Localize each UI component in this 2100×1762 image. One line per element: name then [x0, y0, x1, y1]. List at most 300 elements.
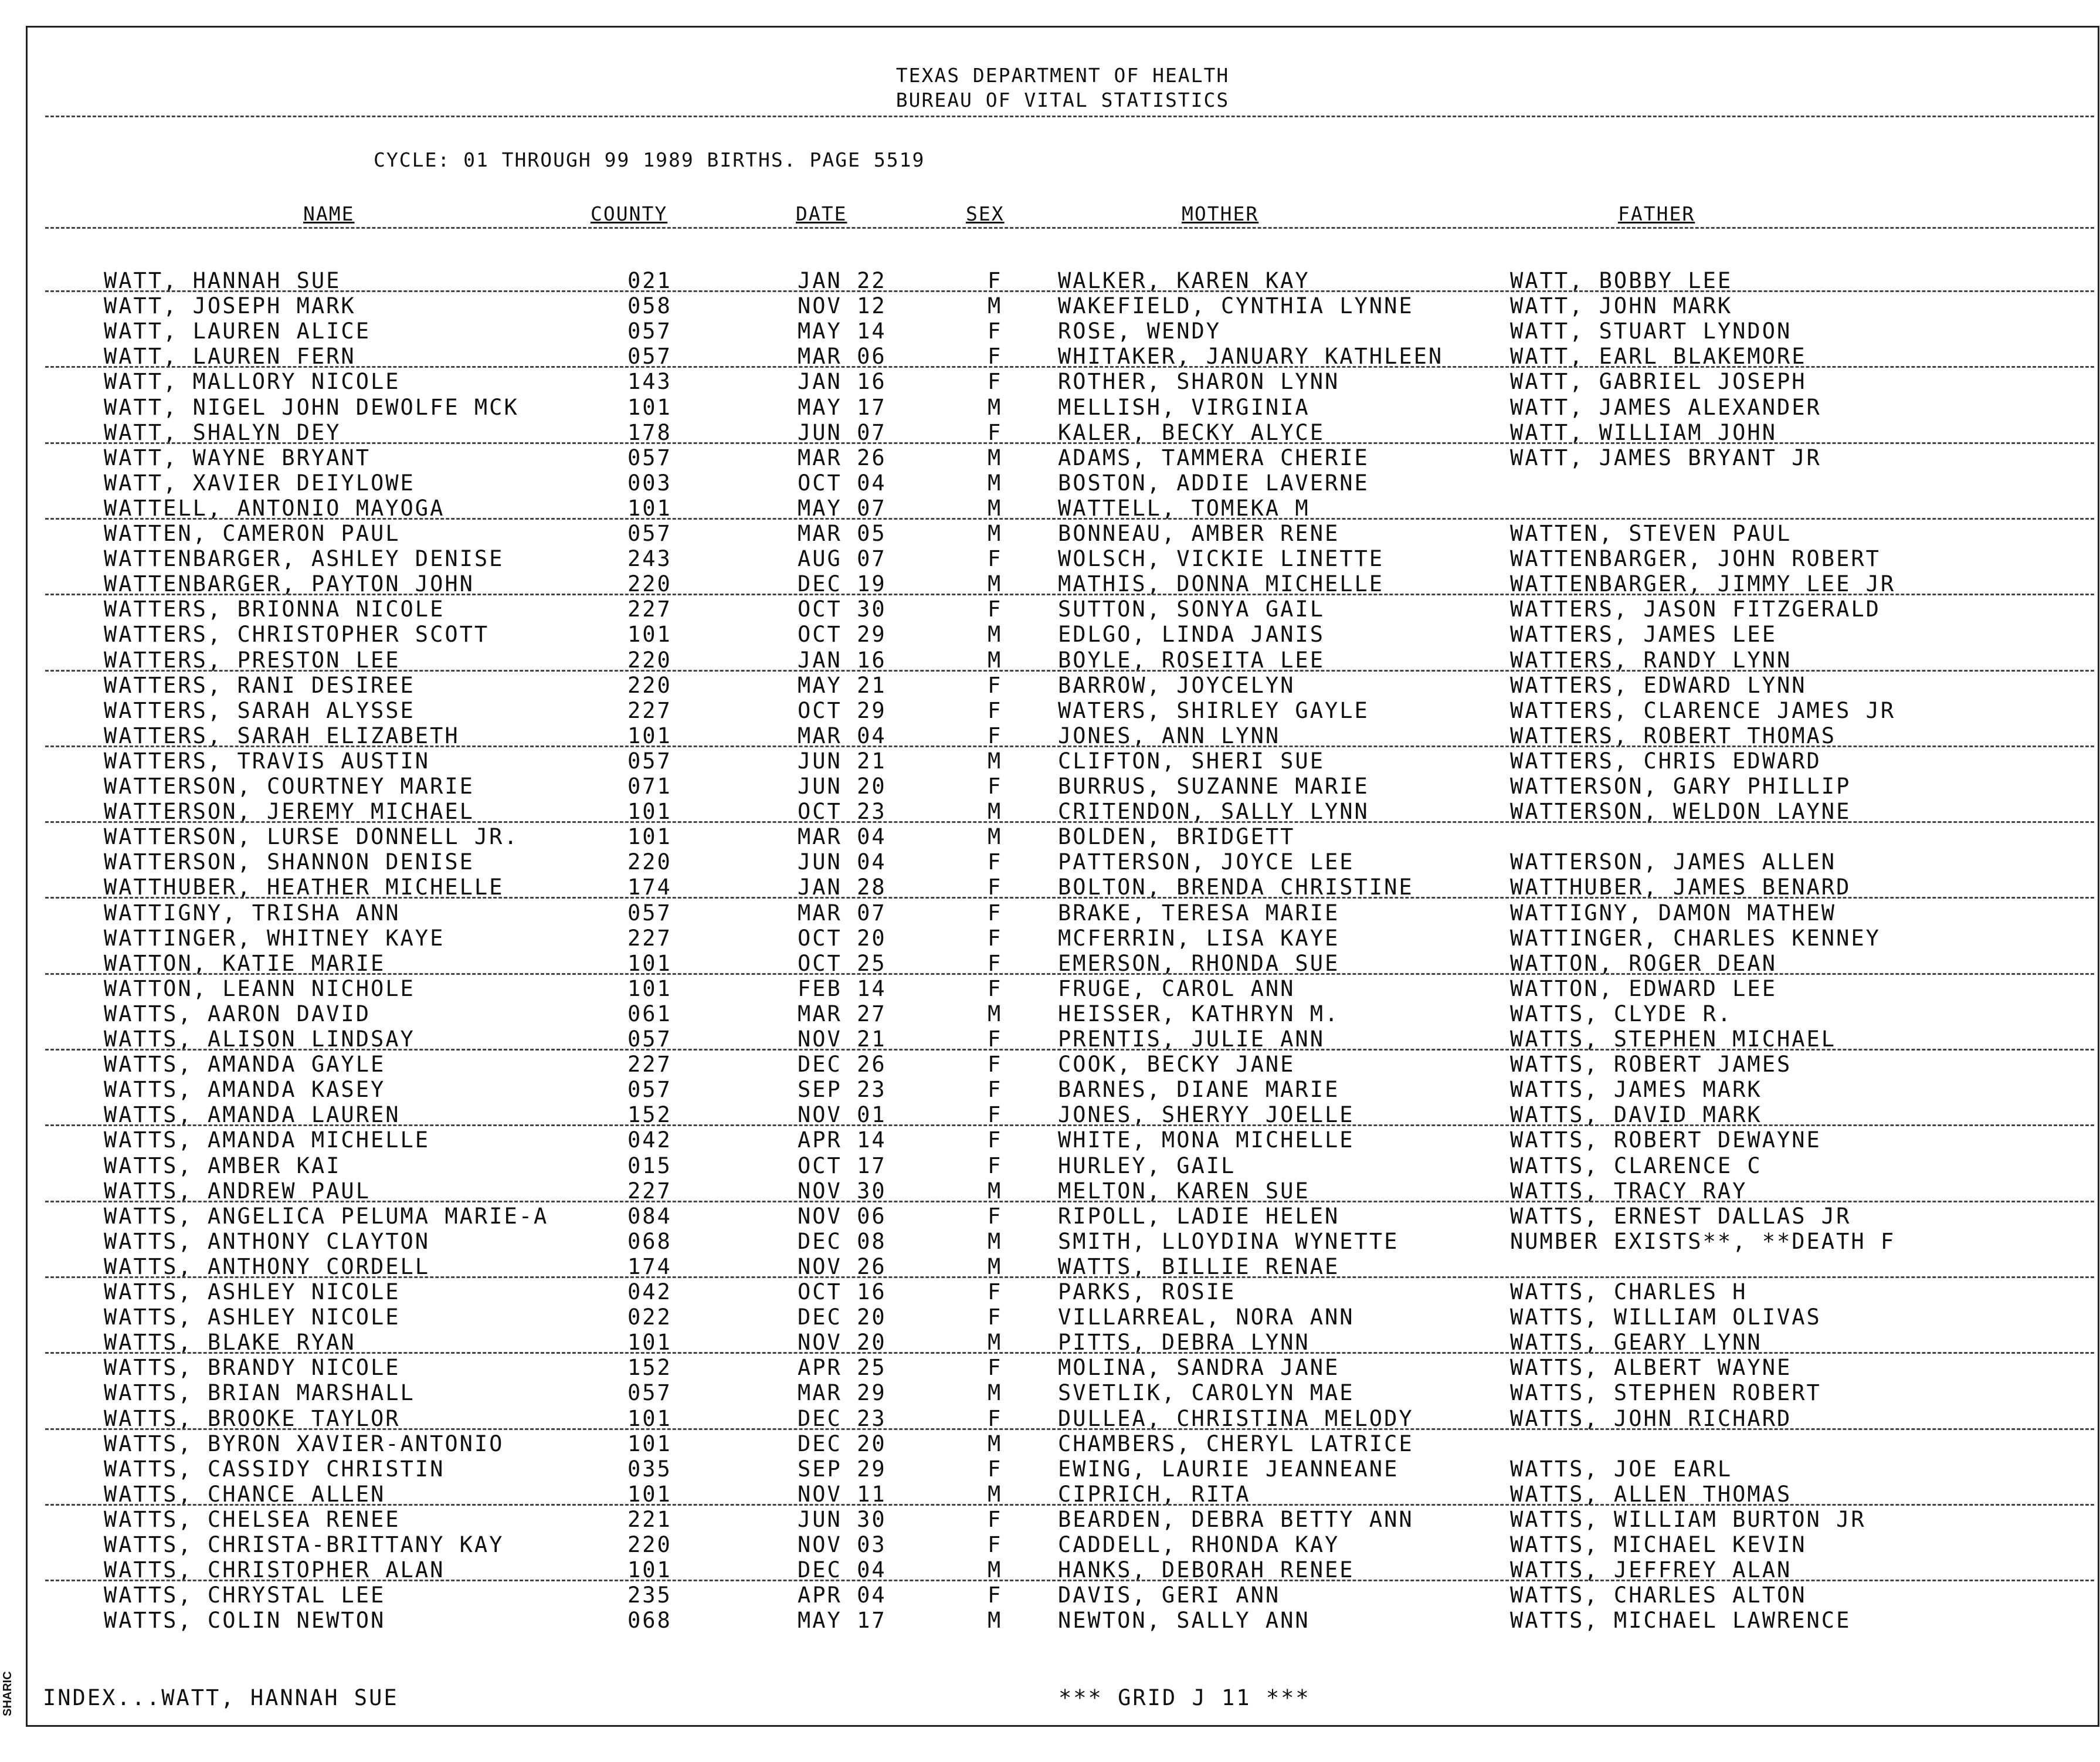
- record-mother: WATTS, BILLIE RENAE: [1058, 1253, 1340, 1279]
- record-sex: M: [988, 1330, 1003, 1356]
- record-sex: F: [988, 597, 1003, 622]
- record-date: MAR 29: [798, 1380, 887, 1406]
- record-name: WATT, SHALYN DEY: [104, 419, 341, 445]
- record-mother: CIPRICH, RITA: [1058, 1481, 1251, 1507]
- record-row: [28, 622, 2098, 647]
- record-mother: WATERS, SHIRLEY GAYLE: [1058, 697, 1369, 723]
- record-county: 042: [627, 1279, 672, 1304]
- record-county: 101: [627, 394, 672, 420]
- record-mother: PATTERSON, JOYCE LEE: [1058, 849, 1355, 875]
- record-mother: BOSTON, ADDIE LAVERNE: [1058, 470, 1369, 496]
- record-name: WATTS, AMANDA MICHELLE: [104, 1127, 430, 1153]
- record-date: APR 14: [798, 1127, 887, 1153]
- record-date: NOV 01: [798, 1102, 887, 1128]
- record-name: WATTENBARGER, ASHLEY DENISE: [104, 546, 504, 572]
- record-father: WATTS, ERNEST DALLAS JR: [1510, 1203, 1851, 1229]
- record-sex: F: [988, 925, 1003, 951]
- record-father: WATTERS, JAMES LEE: [1510, 622, 1777, 648]
- record-sex: F: [988, 1405, 1003, 1431]
- record-county: 227: [627, 1052, 672, 1077]
- record-row: [28, 395, 2098, 420]
- record-father: WATTS, MICHAEL LAWRENCE: [1510, 1608, 1851, 1634]
- record-sex: F: [988, 419, 1003, 445]
- record-row: [28, 293, 2098, 318]
- record-name: WATTON, LEANN NICHOLE: [104, 975, 415, 1001]
- record-county: 101: [627, 1557, 672, 1583]
- record-row: [28, 951, 2098, 976]
- record-county: 227: [627, 597, 672, 622]
- record-father: WATTERS, EDWARD LYNN: [1510, 672, 1807, 698]
- record-name: WATTS, CHELSEA RENEE: [104, 1506, 401, 1532]
- record-father: WATTS, CHARLES ALTON: [1510, 1583, 1807, 1608]
- record-row: [28, 521, 2098, 546]
- record-mother: WALKER, KAREN KAY: [1058, 268, 1310, 293]
- record-father: WATTS, ROBERT DEWAYNE: [1510, 1127, 1821, 1153]
- record-name: WATT, NIGEL JOHN DEWOLFE MCK: [104, 394, 519, 420]
- record-county: 174: [627, 1253, 672, 1279]
- record-row: [28, 1380, 2098, 1405]
- record-name: WATTS, COLIN NEWTON: [104, 1608, 386, 1634]
- record-date: NOV 12: [798, 293, 887, 319]
- record-sex: F: [988, 1456, 1003, 1482]
- record-father: WATTEN, STEVEN PAUL: [1510, 521, 1792, 546]
- record-name: WATTS, AARON DAVID: [104, 1001, 371, 1026]
- record-father: WATTS, CLARENCE C: [1510, 1153, 1762, 1178]
- record-county: 101: [627, 622, 672, 648]
- record-name: WATTERS, SARAH ELIZABETH: [104, 723, 460, 748]
- record-county: 152: [627, 1102, 672, 1128]
- record-date: OCT 16: [798, 1279, 887, 1304]
- record-row: [28, 1026, 2098, 1052]
- record-mother: WOLSCH, VICKIE LINETTE: [1058, 546, 1385, 572]
- record-date: JAN 16: [798, 647, 887, 673]
- record-sex: M: [988, 1481, 1003, 1507]
- record-mother: MOLINA, SANDRA JANE: [1058, 1355, 1340, 1381]
- record-father: WATTS, TRACY RAY: [1510, 1178, 1748, 1204]
- record-mother: JONES, ANN LYNN: [1058, 723, 1281, 748]
- record-date: JAN 22: [798, 268, 887, 293]
- column-header-father: FATHER: [1618, 202, 1695, 225]
- grid-footer: *** GRID J 11 ***: [1059, 1685, 1311, 1710]
- record-father: WATT, STUART LYNDON: [1510, 318, 1792, 344]
- record-sex: F: [988, 1153, 1003, 1178]
- record-county: 101: [627, 799, 672, 825]
- record-date: DEC 20: [798, 1431, 887, 1456]
- record-sex: F: [988, 723, 1003, 748]
- record-name: WATT, HANNAH SUE: [104, 268, 341, 293]
- record-mother: HURLEY, GAIL: [1058, 1153, 1236, 1178]
- record-county: 227: [627, 697, 672, 723]
- record-mother: MELTON, KAREN SUE: [1058, 1178, 1310, 1204]
- record-mother: ROSE, WENDY: [1058, 318, 1222, 344]
- record-row: [28, 546, 2098, 571]
- record-name: WATTON, KATIE MARIE: [104, 950, 386, 976]
- record-date: OCT 29: [798, 697, 887, 723]
- record-father: WATTS, STEPHEN MICHAEL: [1510, 1026, 1837, 1052]
- record-father: NUMBER EXISTS**, **DEATH F: [1510, 1228, 1896, 1254]
- record-date: NOV 30: [798, 1178, 887, 1204]
- record-row: [28, 344, 2098, 369]
- record-name: WATTS, CASSIDY CHRISTIN: [104, 1456, 445, 1482]
- record-row: [28, 1229, 2098, 1254]
- record-county: 071: [627, 774, 672, 799]
- record-date: AUG 07: [798, 546, 887, 572]
- record-name: WATTS, ANTHONY CORDELL: [104, 1253, 430, 1279]
- record-sex: M: [988, 445, 1003, 470]
- record-row: [28, 496, 2098, 521]
- record-county: 035: [627, 1456, 672, 1482]
- record-date: SEP 23: [798, 1077, 887, 1103]
- record-county: 220: [627, 647, 672, 673]
- record-mother: WAKEFIELD, CYNTHIA LYNNE: [1058, 293, 1414, 319]
- record-county: 178: [627, 419, 672, 445]
- column-header-date: DATE: [796, 202, 847, 225]
- record-mother: HANKS, DEBORAH RENEE: [1058, 1557, 1355, 1583]
- department-title: TEXAS DEPARTMENT OF HEALTH: [895, 64, 1230, 87]
- record-row: [28, 849, 2098, 875]
- record-sex: M: [988, 1178, 1003, 1204]
- record-mother: EMERSON, RHONDA SUE: [1058, 950, 1340, 976]
- record-sex: M: [988, 1001, 1003, 1026]
- record-sex: M: [988, 1228, 1003, 1254]
- record-name: WATTS, ANTHONY CLAYTON: [104, 1228, 430, 1254]
- record-county: 101: [627, 495, 672, 521]
- record-mother: CADDELL, RHONDA KAY: [1058, 1532, 1340, 1557]
- record-name: WATTS, ASHLEY NICOLE: [104, 1279, 401, 1304]
- record-father: WATTERS, RANDY LYNN: [1510, 647, 1792, 673]
- record-father: WATTERS, CHRIS EDWARD: [1510, 748, 1821, 774]
- record-row: [28, 748, 2098, 774]
- record-mother: NEWTON, SALLY ANN: [1058, 1608, 1310, 1634]
- record-father: WATT, JOHN MARK: [1510, 293, 1733, 319]
- record-father: WATTS, JOHN RICHARD: [1510, 1405, 1792, 1431]
- record-sex: F: [988, 1102, 1003, 1128]
- record-sex: F: [988, 950, 1003, 976]
- record-date: DEC 23: [798, 1405, 887, 1431]
- record-date: JAN 16: [798, 369, 887, 395]
- record-sex: M: [988, 824, 1003, 850]
- record-father: WATT, GABRIEL JOSEPH: [1510, 369, 1807, 395]
- record-father: WATT, BOBBY LEE: [1510, 268, 1733, 293]
- record-sex: F: [988, 1583, 1003, 1608]
- record-mother: BONNEAU, AMBER RENE: [1058, 521, 1340, 546]
- record-sex: M: [988, 647, 1003, 673]
- record-county: 057: [627, 1077, 672, 1103]
- record-father: WATTS, ALLEN THOMAS: [1510, 1481, 1792, 1507]
- record-mother: BEARDEN, DEBRA BETTY ANN: [1058, 1506, 1414, 1532]
- record-name: WATT, MALLORY NICOLE: [104, 369, 401, 395]
- record-mother: MCFERRIN, LISA KAYE: [1058, 925, 1340, 951]
- record-sex: F: [988, 1127, 1003, 1153]
- record-county: 227: [627, 1178, 672, 1204]
- record-father: WATTERSON, GARY PHILLIP: [1510, 774, 1851, 799]
- record-county: 057: [627, 748, 672, 774]
- record-date: MAY 17: [798, 394, 887, 420]
- record-mother: PARKS, ROSIE: [1058, 1279, 1236, 1304]
- record-father: WATTS, CLYDE R.: [1510, 1001, 1733, 1026]
- record-name: WATT, LAUREN FERN: [104, 344, 356, 370]
- cycle-line: CYCLE: 01 THROUGH 99 1989 BIRTHS. PAGE 5519: [374, 148, 925, 171]
- record-county: 021: [627, 268, 672, 293]
- record-mother: CLIFTON, SHERI SUE: [1058, 748, 1325, 774]
- record-father: WATTS, WILLIAM OLIVAS: [1510, 1304, 1821, 1330]
- record-sex: F: [988, 268, 1003, 293]
- record-date: APR 25: [798, 1355, 887, 1381]
- record-name: WATTS, CHRISTOPHER ALAN: [104, 1557, 445, 1583]
- record-row: [28, 571, 2098, 597]
- column-header-sex: SEX: [966, 202, 1005, 225]
- record-county: 003: [627, 470, 672, 496]
- record-name: WATTS, ALISON LINDSAY: [104, 1026, 415, 1052]
- record-row: [28, 1583, 2098, 1608]
- record-county: 101: [627, 1405, 672, 1431]
- record-row: [28, 1001, 2098, 1026]
- record-name: WATTERSON, LURSE DONNELL JR.: [104, 824, 519, 850]
- record-county: 174: [627, 875, 672, 900]
- record-row: [28, 369, 2098, 394]
- record-name: WATTS, BRIAN MARSHALL: [104, 1380, 415, 1406]
- record-date: DEC 20: [798, 1304, 887, 1330]
- record-row: [28, 1482, 2098, 1507]
- record-county: 221: [627, 1506, 672, 1532]
- record-date: JUN 04: [798, 849, 887, 875]
- record-sex: F: [988, 318, 1003, 344]
- record-sex: F: [988, 1355, 1003, 1381]
- record-county: 101: [627, 723, 672, 748]
- record-county: 101: [627, 1431, 672, 1456]
- record-date: NOV 26: [798, 1253, 887, 1279]
- record-father: WATTS, JAMES MARK: [1510, 1077, 1762, 1103]
- index-footer: INDEX...WATT, HANNAH SUE: [43, 1685, 399, 1710]
- record-date: DEC 19: [798, 571, 887, 597]
- record-mother: VILLARREAL, NORA ANN: [1058, 1304, 1355, 1330]
- record-father: WATT, JAMES ALEXANDER: [1510, 394, 1821, 420]
- record-sex: M: [988, 622, 1003, 648]
- record-date: MAY 17: [798, 1608, 887, 1634]
- record-name: WATTS, ANGELICA PELUMA MARIE-A: [104, 1203, 549, 1229]
- record-mother: RIPOLL, LADIE HELEN: [1058, 1203, 1340, 1229]
- record-county: 057: [627, 344, 672, 370]
- record-sex: F: [988, 875, 1003, 900]
- record-row: [28, 774, 2098, 799]
- record-date: OCT 30: [798, 597, 887, 622]
- column-header-name: NAME: [303, 202, 355, 225]
- record-name: WATT, XAVIER DEIYLOWE: [104, 470, 415, 496]
- record-name: WATTIGNY, TRISHA ANN: [104, 900, 401, 926]
- record-row: [28, 445, 2098, 470]
- record-name: WATT, WAYNE BRYANT: [104, 445, 371, 470]
- record-name: WATTENBARGER, PAYTON JOHN: [104, 571, 474, 597]
- record-county: 235: [627, 1583, 672, 1608]
- record-sex: F: [988, 1203, 1003, 1229]
- record-date: APR 04: [798, 1583, 887, 1608]
- record-date: NOV 06: [798, 1203, 887, 1229]
- record-date: MAR 07: [798, 900, 887, 926]
- record-mother: HEISSER, KATHRYN M.: [1058, 1001, 1340, 1026]
- record-mother: BURRUS, SUZANNE MARIE: [1058, 774, 1369, 799]
- record-row: [28, 698, 2098, 723]
- record-date: OCT 04: [798, 470, 887, 496]
- record-mother: FRUGE, CAROL ANN: [1058, 975, 1295, 1001]
- record-row: [28, 648, 2098, 673]
- record-sex: M: [988, 1431, 1003, 1456]
- record-mother: ROTHER, SHARON LYNN: [1058, 369, 1340, 395]
- record-date: MAR 04: [798, 824, 887, 850]
- record-date: JUN 21: [798, 748, 887, 774]
- record-date: DEC 26: [798, 1052, 887, 1077]
- record-date: NOV 11: [798, 1481, 887, 1507]
- record-date: MAR 27: [798, 1001, 887, 1026]
- record-father: WATTERS, JASON FITZGERALD: [1510, 597, 1881, 622]
- record-father: WATTERSON, JAMES ALLEN: [1510, 849, 1837, 875]
- record-county: 057: [627, 521, 672, 546]
- record-sex: F: [988, 1052, 1003, 1077]
- record-father: WATTIGNY, DAMON MATHEW: [1510, 900, 1837, 926]
- record-county: 057: [627, 900, 672, 926]
- record-father: WATTON, EDWARD LEE: [1510, 975, 1777, 1001]
- record-sex: F: [988, 1026, 1003, 1052]
- record-row: [28, 1532, 2098, 1557]
- record-mother: BOLTON, BRENDA CHRISTINE: [1058, 875, 1414, 900]
- record-mother: BARNES, DIANE MARIE: [1058, 1077, 1340, 1103]
- record-county: 101: [627, 975, 672, 1001]
- record-name: WATTS, BYRON XAVIER-ANTONIO: [104, 1431, 504, 1456]
- record-name: WATTS, AMANDA KASEY: [104, 1077, 386, 1103]
- record-father: WATTERS, CLARENCE JAMES JR: [1510, 697, 1896, 723]
- record-row: [28, 1330, 2098, 1355]
- record-name: WATTS, BROOKE TAYLOR: [104, 1405, 401, 1431]
- record-mother: DULLEA, CHRISTINA MELODY: [1058, 1405, 1414, 1431]
- record-sex: F: [988, 546, 1003, 572]
- record-mother: EDLGO, LINDA JANIS: [1058, 622, 1325, 648]
- record-mother: SMITH, LLOYDINA WYNETTE: [1058, 1228, 1399, 1254]
- record-mother: BOYLE, ROSEITA LEE: [1058, 647, 1325, 673]
- record-name: WATTS, CHRISTA-BRITTANY KAY: [104, 1532, 504, 1557]
- record-county: 068: [627, 1608, 672, 1634]
- record-row: [28, 1204, 2098, 1229]
- record-father: WATTS, GEARY LYNN: [1510, 1330, 1762, 1356]
- record-name: WATTEN, CAMERON PAUL: [104, 521, 401, 546]
- record-county: 057: [627, 1380, 672, 1406]
- record-sex: F: [988, 697, 1003, 723]
- record-name: WATTERS, PRESTON LEE: [104, 647, 401, 673]
- record-date: NOV 03: [798, 1532, 887, 1557]
- column-header-mother: MOTHER: [1182, 202, 1259, 225]
- record-sex: M: [988, 1380, 1003, 1406]
- record-county: 220: [627, 849, 672, 875]
- record-father: WATTS, ALBERT WAYNE: [1510, 1355, 1792, 1381]
- record-row: [28, 1178, 2098, 1204]
- record-name: WATTS, BRANDY NICOLE: [104, 1355, 401, 1381]
- record-date: JUN 30: [798, 1506, 887, 1532]
- bureau-title: BUREAU OF VITAL STATISTICS: [895, 89, 1230, 111]
- record-father: WATTS, CHARLES H: [1510, 1279, 1748, 1304]
- record-county: 101: [627, 950, 672, 976]
- record-name: WATT, JOSEPH MARK: [104, 293, 356, 319]
- column-header-county: COUNTY: [591, 202, 668, 225]
- record-name: WATTERSON, JEREMY MICHAEL: [104, 799, 474, 825]
- record-row: [28, 1557, 2098, 1583]
- record-county: 220: [627, 571, 672, 597]
- record-mother: WHITAKER, JANUARY KATHLEEN: [1058, 344, 1444, 370]
- record-row: [28, 799, 2098, 824]
- record-mother: BOLDEN, BRIDGETT: [1058, 824, 1295, 850]
- record-sex: F: [988, 975, 1003, 1001]
- record-date: MAR 04: [798, 723, 887, 748]
- record-sex: M: [988, 799, 1003, 825]
- record-sex: F: [988, 672, 1003, 698]
- birth-index-sheet: [26, 26, 2099, 1727]
- record-county: 243: [627, 546, 672, 572]
- record-name: WATTELL, ANTONIO MAYOGA: [104, 495, 445, 521]
- record-county: 057: [627, 445, 672, 470]
- record-name: WATTERSON, SHANNON DENISE: [104, 849, 474, 875]
- record-county: 220: [627, 1532, 672, 1557]
- record-sex: F: [988, 1279, 1003, 1304]
- record-mother: SUTTON, SONYA GAIL: [1058, 597, 1325, 622]
- record-sex: M: [988, 521, 1003, 546]
- record-county: 068: [627, 1228, 672, 1254]
- record-name: WATTS, CHANCE ALLEN: [104, 1481, 386, 1507]
- record-mother: CHAMBERS, CHERYL LATRICE: [1058, 1431, 1414, 1456]
- record-date: JUN 20: [798, 774, 887, 799]
- record-father: WATTERSON, WELDON LAYNE: [1510, 799, 1851, 825]
- record-name: WATTHUBER, HEATHER MICHELLE: [104, 875, 504, 900]
- record-date: NOV 20: [798, 1330, 887, 1356]
- record-mother: DAVIS, GERI ANN: [1058, 1583, 1281, 1608]
- record-father: WATTENBARGER, JIMMY LEE JR: [1510, 571, 1896, 597]
- record-row: [28, 824, 2098, 849]
- record-date: MAR 06: [798, 344, 887, 370]
- record-date: MAR 05: [798, 521, 887, 546]
- record-row: [28, 1431, 2098, 1456]
- record-county: 220: [627, 672, 672, 698]
- record-row: [28, 976, 2098, 1001]
- record-sex: F: [988, 1506, 1003, 1532]
- record-county: 042: [627, 1127, 672, 1153]
- record-mother: ADAMS, TAMMERA CHERIE: [1058, 445, 1369, 470]
- record-name: WATTINGER, WHITNEY KAYE: [104, 925, 445, 951]
- record-county: 227: [627, 925, 672, 951]
- record-sex: M: [988, 394, 1003, 420]
- record-mother: EWING, LAURIE JEANNEANE: [1058, 1456, 1399, 1482]
- record-row: [28, 1406, 2098, 1431]
- record-date: OCT 25: [798, 950, 887, 976]
- record-father: WATTS, DAVID MARK: [1510, 1102, 1762, 1128]
- record-row: [28, 1279, 2098, 1304]
- record-row: [28, 875, 2098, 900]
- record-row: [28, 318, 2098, 344]
- record-mother: PRENTIS, JULIE ANN: [1058, 1026, 1325, 1052]
- side-stamp: SHARIC: [1, 1671, 14, 1717]
- record-date: OCT 17: [798, 1153, 887, 1178]
- record-name: WATTS, ASHLEY NICOLE: [104, 1304, 401, 1330]
- record-mother: SVETLIK, CAROLYN MAE: [1058, 1380, 1355, 1406]
- record-mother: MATHIS, DONNA MICHELLE: [1058, 571, 1385, 597]
- record-county: 101: [627, 1330, 672, 1356]
- record-mother: JONES, SHERYY JOELLE: [1058, 1102, 1355, 1128]
- record-sex: F: [988, 1532, 1003, 1557]
- record-row: [28, 1608, 2098, 1633]
- record-date: DEC 04: [798, 1557, 887, 1583]
- record-county: 015: [627, 1153, 672, 1178]
- record-father: WATTS, MICHAEL KEVIN: [1510, 1532, 1807, 1557]
- record-sex: F: [988, 774, 1003, 799]
- record-county: 101: [627, 824, 672, 850]
- record-name: WATTS, CHRYSTAL LEE: [104, 1583, 386, 1608]
- record-row: [28, 1254, 2098, 1279]
- record-name: WATTS, BLAKE RYAN: [104, 1330, 356, 1356]
